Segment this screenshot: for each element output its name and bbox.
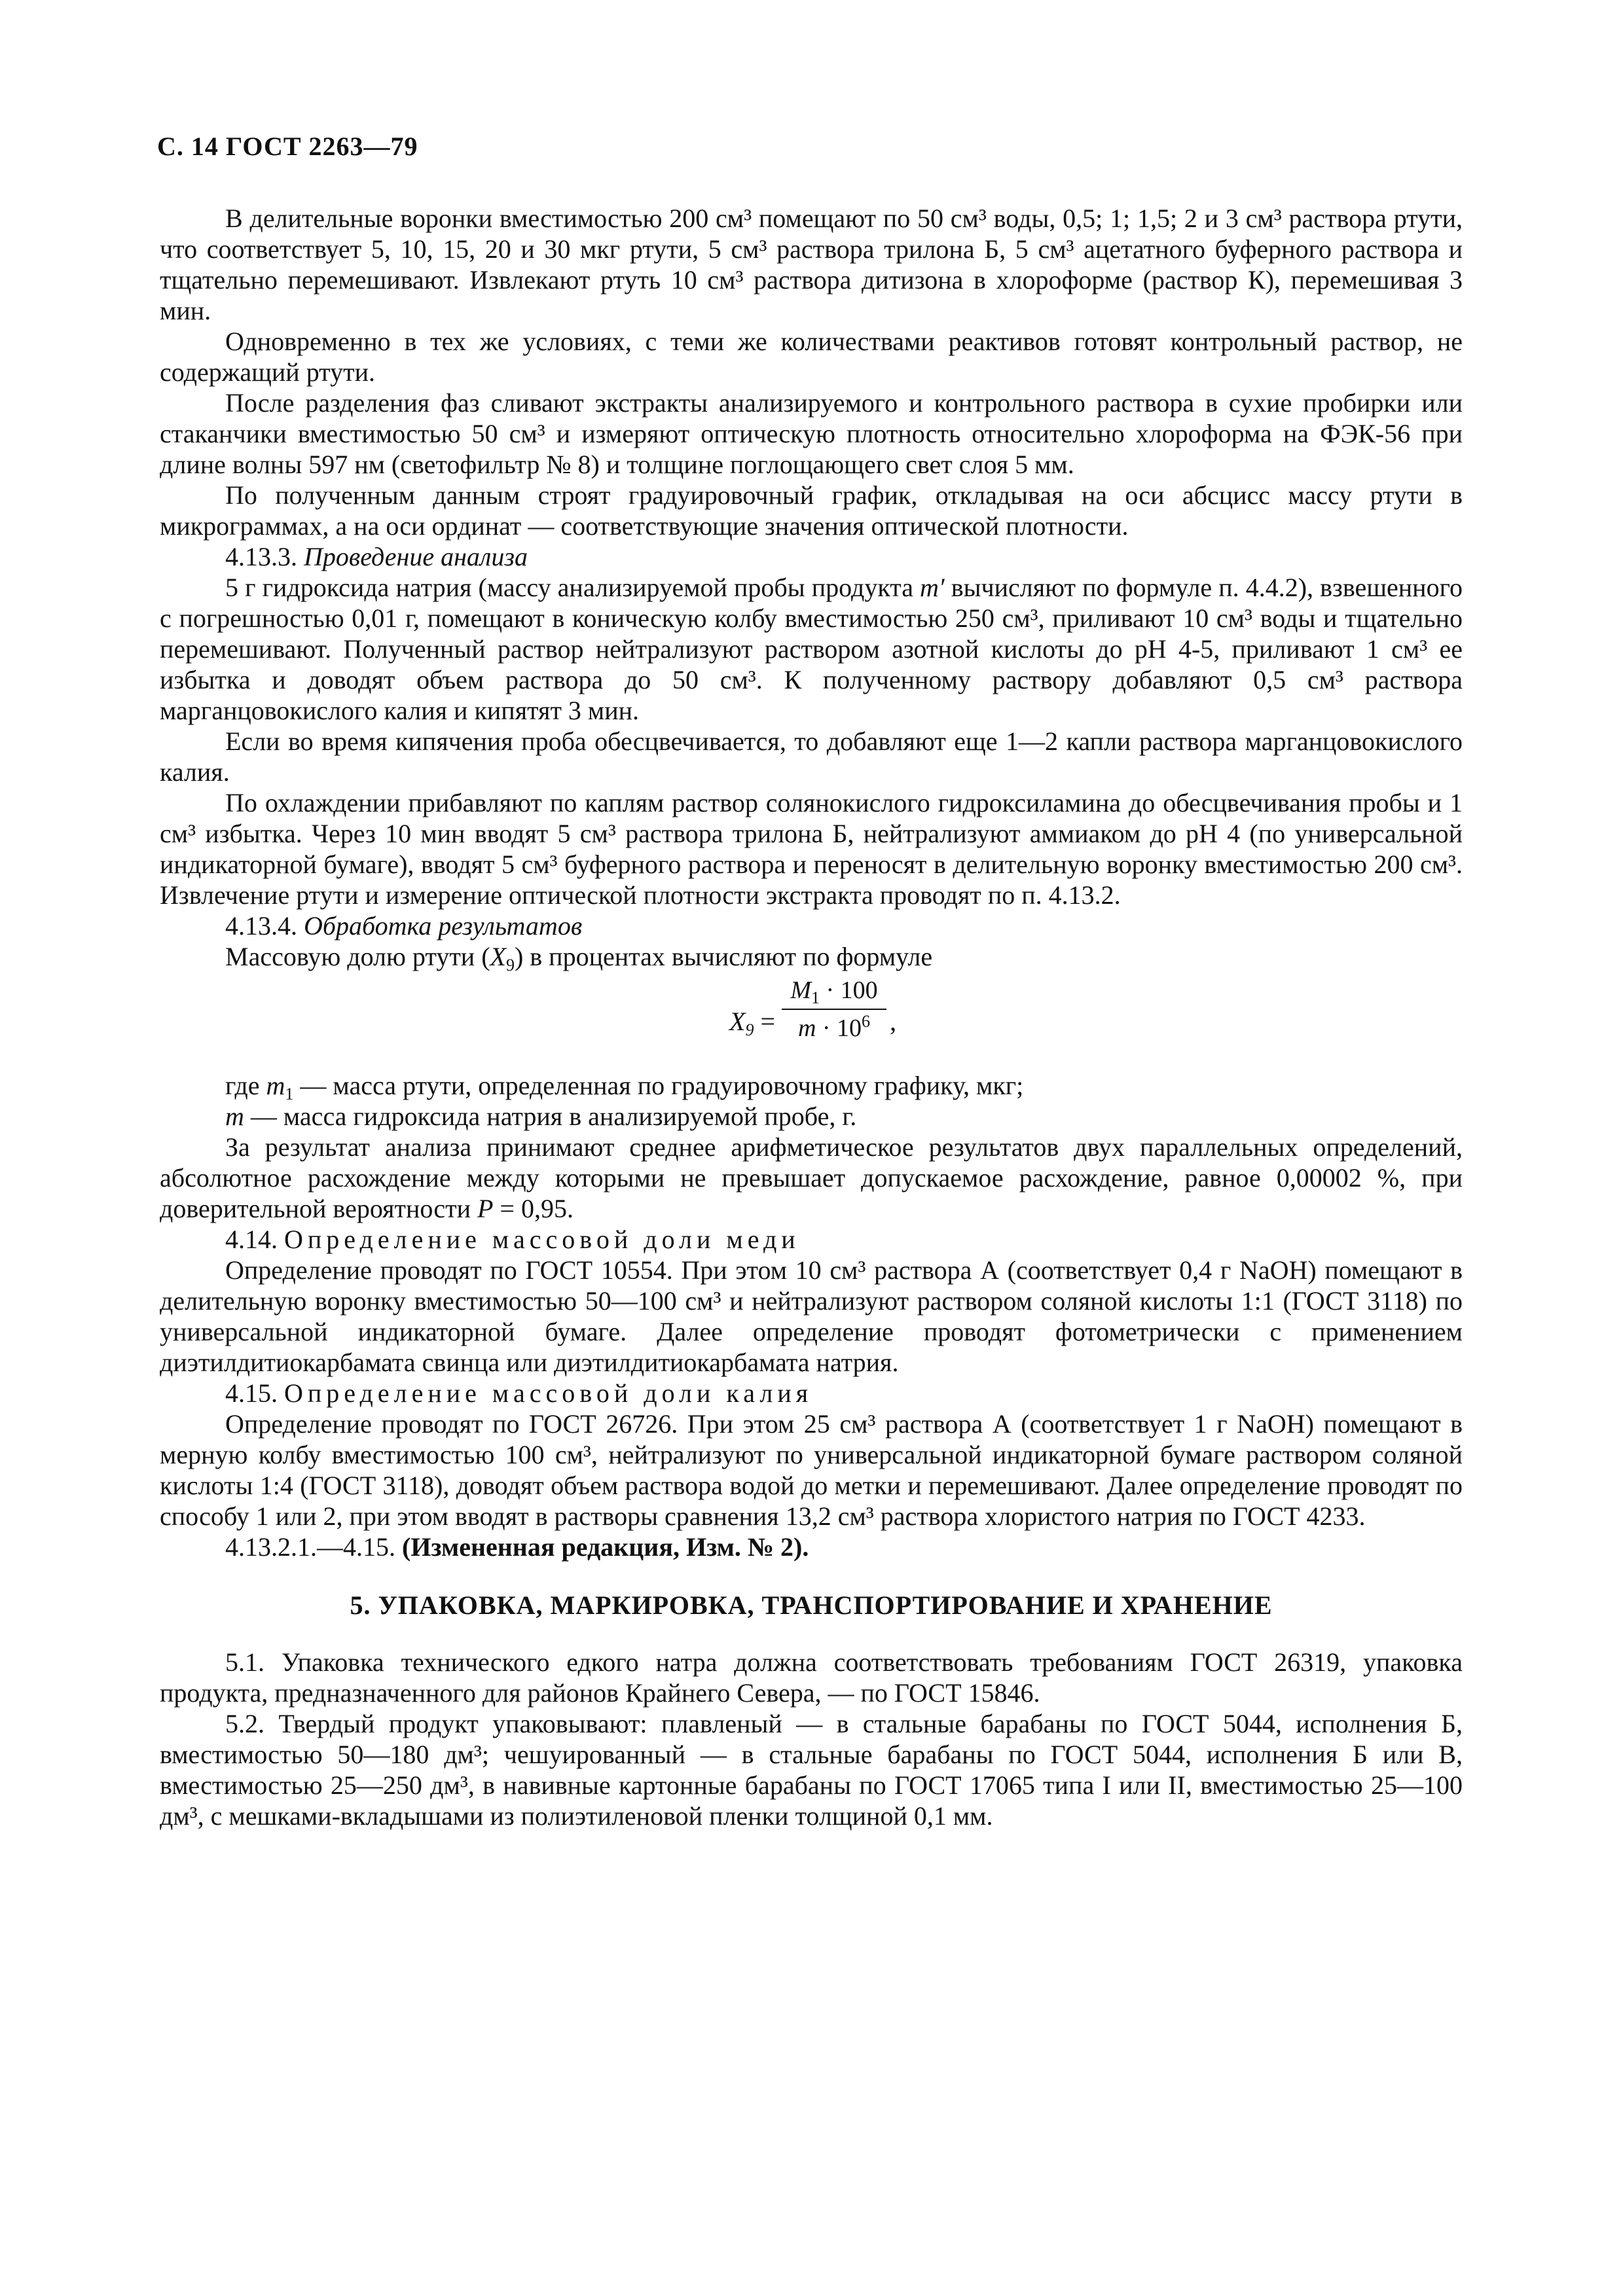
paragraph-decolorization: Если во время кипячения проба обесцвечивается, то добавляют еще 1—2 капли раствора марганцовокислого калия.: [160, 726, 1463, 787]
subsection-4-13-3: [160, 541, 1463, 572]
subsection-title: Проведение анализа: [304, 542, 528, 571]
subsection-title: Обработка результатов: [304, 911, 583, 941]
subsection-number: 4.13.3.: [225, 542, 297, 571]
paragraph-formula-intro: Массовую долю ртути $(X_9)$ в процентах вычисляют по формуле: [225, 942, 933, 975]
formula-lhs: $X_9$ =: [729, 1007, 775, 1039]
subsection-title-spaced: Определение массовой доли меди: [284, 1225, 800, 1254]
paragraph-calibration-graph: По полученным данным строят градуировочный график, откладывая на оси абсцисс массу ртути в микрограммах, а на оси ординат — соответствующие значения оптической плотности.: [160, 480, 1463, 541]
paragraph-optical-density: После разделения фаз сливают экстракты анализируемого и контрольного раствора в сухие пробирки или стаканчики вместимостью 50 см³ и измеряют оптическую плотность относительно хлороформа на ФЭК-56 при длине волны 597 нм (светофильтр № 8) и толщине поглощающего свет слоя 5 мм.: [160, 388, 1463, 479]
amendment-note: 4.13.2.1.—4.15. (Измененная редакция, Изм. № 2).: [225, 1532, 809, 1562]
document-body: [160, 203, 1463, 1831]
subsection-4-13-4: [160, 910, 1463, 941]
paragraph-5-2: 5.2. Твердый продукт упаковывают: плавленый — в стальные барабаны по ГОСТ 5044, исполнения Б, вместимостью 50—180 дм³; чешуированный — в стальные барабаны по ГОСТ 5044, исполнения Б или В, вместимостью 25—250 дм³, в навивные картонные барабаны по ГОСТ 17065 типа I или II, вместимостью 25—100 дм³, с мешками-вкладышами из полиэтиленовой пленки толщиной 0,1 мм.: [160, 1709, 1463, 1831]
paragraph-calibration-procedure: В делительные воронки вместимостью 200 см³ помещают по 50 см³ воды, 0,5; 1; 1,5; 2 и 3 см³ раствора ртути, что соответствует 5, 10, 15, 20 и 30 мкг ртути, 5 см³ раствора трилона Б, 5 см³ ацетатного буферного раствора и тщательно перемешивают. Извлекают ртуть 10 см³ раствора дитизона в хлороформе (раствор К), перемешивая 3 мин.: [160, 204, 1463, 325]
paragraph-copper-determination: Определение проводят по ГОСТ 10554. При этом 10 см³ раствора А (соответствует 0,4 г NaOH) помещают в делительную воронку вместимостью 50—100 см³ и нейтрализуют раствором соляной кислоты 1:1 (ГОСТ 3118) по универсальной индикаторной бумаге. Далее определение проводят фотометрически с применением диэтилдитиокарбамата свинца или диэтилдитиокарбамата натрия.: [160, 1255, 1463, 1377]
paragraph-sample-preparation: 5 г гидроксида натрия (массу анализируемой пробы продукта m′ вычисляют по формуле п. 4.4.2), взвешенного с погрешностью 0,01 г, помещают в коническую колбу вместимостью 250 см³, приливают 10 см³ воды и тщательно перемешивают. Полученный раствор нейтрализуют раствором азотной кислоты до pH 4-5, приливают 1 см³ ее избытка и доводят объем раствора до 50 см³. К полученному раствору добавляют 0,5 см³ раствора марганцовокислого калия и кипятят 3 мин.: [160, 573, 1463, 725]
formula-mercury-fraction: $X_9$ = $M_1 \cdot 100$ $m \cdot 10^6$ ,: [729, 977, 896, 1042]
page-header: С. 14 ГОСТ 2263—79: [157, 132, 418, 161]
formula-legend-m1: где $m_1$ — масса ртути, определенная по градуировочному графику, мкг;: [225, 1071, 1024, 1103]
subsection-number: 4.13.4.: [225, 911, 297, 941]
formula-fraction: [782, 976, 886, 1043]
paragraph-potassium-determination: Определение проводят по ГОСТ 26726. При этом 25 см³ раствора А (соответствует 1 г NaOH) помещают в мерную колбу вместимостью 100 см³, нейтрализуют по универсальной индикаторной бумаге раствором соляной кислоты 1:4 (ГОСТ 3118), доводят объем раствора водой до метки и перемешивают. Далее определение проводят по способу 1 или 2, при этом вводят в растворы сравнения 13,2 см³ раствора хлористого натрия по ГОСТ 4233.: [160, 1409, 1463, 1531]
paragraph-5-1: 5.1. Упаковка технического едкого натра должна соответствовать требованиям ГОСТ 26319, упаковка продукта, предназначенного для районов Крайнего Севера, — по ГОСТ 15846.: [160, 1647, 1463, 1708]
formula-legend-m: m — масса гидроксида натрия в анализируемой пробе, г.: [225, 1102, 857, 1131]
paragraph-cooling-procedure: По охлаждении прибавляют по каплям раствор солянокислого гидроксиламина до обесцвечивания пробы и 1 см³ избытка. Через 10 мин вводят 5 см³ раствора трилона Б, нейтрализуют аммиаком до pH 4 (по универсальной индикаторной бумаге), вводят 5 см³ буферного раствора и переносят в делительную воронку вместимостью 200 см³. Извлечение ртути и измерение оптической плотности экстракта проводят по п. 4.13.2.: [160, 788, 1463, 910]
formula-denominator: $m \cdot 10^6$: [797, 1012, 871, 1042]
paragraph-result-criteria: За результат анализа принимают среднее арифметическое результатов двух параллельных определений, абсолютное расхождение между которыми не превышает допускаемое расхождение, равное 0,00002 %, при доверительной вероятности P = 0,95.: [160, 1132, 1463, 1223]
section-5-title: 5. УПАКОВКА, МАРКИРОВКА, ТРАНСПОРТИРОВАНИЕ И ХРАНЕНИЕ: [350, 1590, 1273, 1620]
paragraph-control-solution: Одновременно в тех же условиях, с теми же количествами реактивов готовят контрольный раствор, не содержащий ртути.: [160, 327, 1463, 387]
subsection-4-15: 4.15. Определение массовой доли калия: [225, 1378, 813, 1408]
formula-numerator: $M_1 \cdot 100$: [790, 977, 878, 1007]
variable-m-prime: m′: [920, 573, 945, 602]
subsection-title-spaced: Определение массовой доли калия: [284, 1378, 813, 1408]
subsection-4-14: 4.14. Определение массовой доли меди: [225, 1225, 800, 1254]
